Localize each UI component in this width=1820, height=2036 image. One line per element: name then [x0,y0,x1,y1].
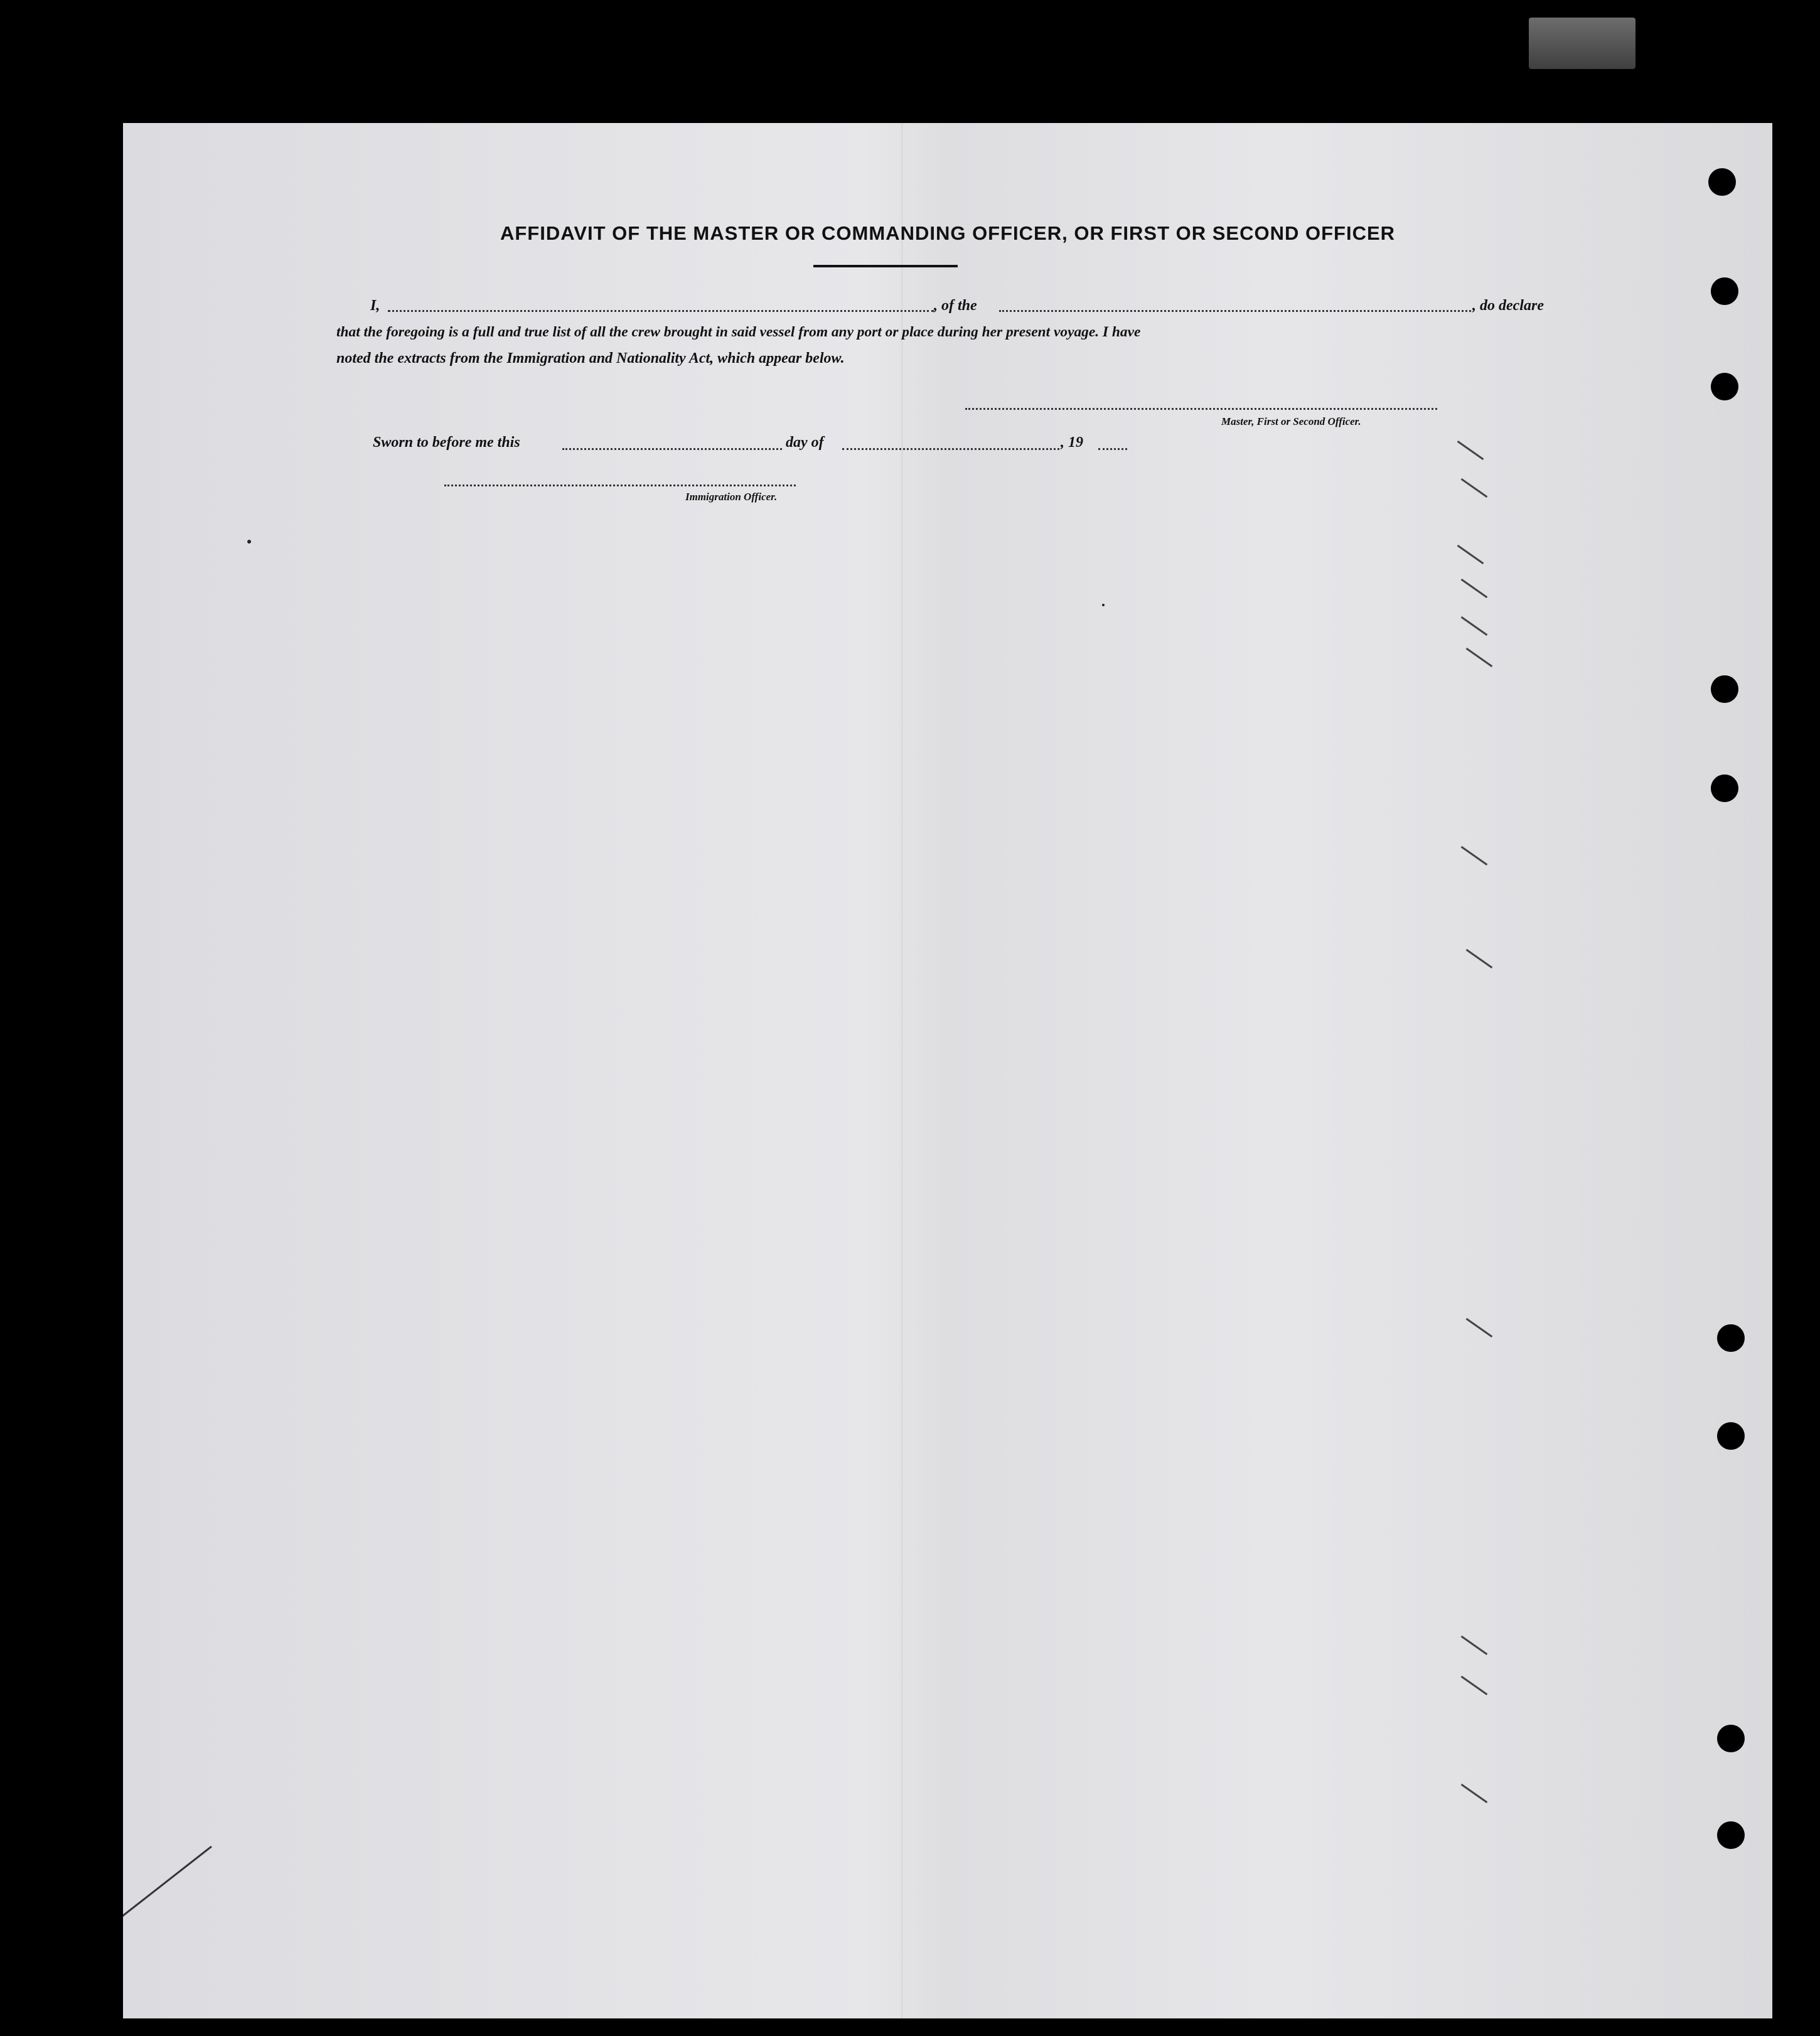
tick-mark [1457,441,1484,460]
tick-mark [1461,1636,1488,1655]
punch-hole [1711,675,1738,703]
punch-hole [1711,277,1738,305]
tick-mark [1461,1676,1488,1695]
tick-mark [1466,949,1493,968]
declaration-line-3: noted the extracts from the Immigration and Nationality Act, which appear below. [336,350,845,367]
fold-crease [901,123,903,2018]
master-signature-label: Master, First or Second Officer. [1221,415,1361,427]
ink-speck [247,540,251,544]
tick-mark [1461,846,1488,865]
document-page [123,123,1772,2018]
immigration-officer-label: Immigration Officer. [685,491,778,503]
line1-i-label: I, [370,297,380,314]
sworn-prefix: Sworn to before me this [373,434,520,451]
tick-mark [1461,1784,1488,1803]
punch-hole [1708,168,1736,196]
sworn-month-field[interactable] [842,448,1059,450]
vessel-field[interactable] [999,310,1471,312]
day-of-label: day of [786,434,824,451]
punch-hole [1717,1725,1745,1752]
title-underline [813,265,958,267]
punch-hole [1717,1324,1745,1352]
sworn-day-field[interactable] [562,448,782,450]
punch-hole [1711,373,1738,400]
year-prefix: , 19 [1061,434,1083,451]
scanner-tab-marker [1529,18,1635,69]
ink-speck [1102,604,1105,606]
of-the-label: , of the [934,297,977,314]
master-signature-field[interactable] [965,408,1437,410]
punch-hole [1717,1422,1745,1450]
immigration-officer-signature-field[interactable] [444,485,796,486]
tick-mark [1461,616,1488,636]
name-field[interactable] [388,310,934,312]
do-declare-label: , do declare [1472,297,1544,314]
tick-mark [1466,1318,1493,1337]
sworn-year-field[interactable] [1098,448,1127,450]
tick-mark [1457,545,1484,564]
punch-hole [1711,774,1738,802]
tick-mark [1461,478,1488,498]
tick-mark [1466,648,1493,667]
affidavit-title: AFFIDAVIT OF THE MASTER OR COMMANDING OFFICER, OR FIRST OR SECOND OFFICER [500,222,1396,244]
pen-stroke [123,1846,212,1917]
punch-hole [1717,1821,1745,1849]
tick-mark [1461,579,1488,598]
declaration-line-2: that the foregoing is a full and true list of all the crew brought in said vessel from any port or place during her present voyage. I have [336,324,1141,340]
